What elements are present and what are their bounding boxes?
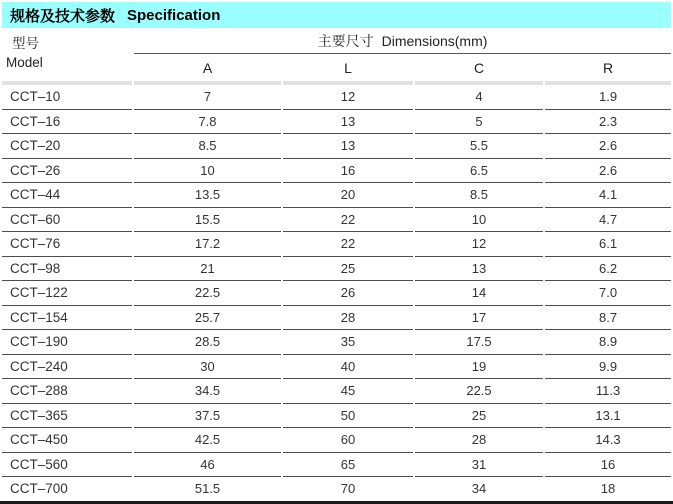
value-cell: 8.9 bbox=[545, 330, 671, 355]
value-cell: 70 bbox=[340, 481, 356, 497]
value-cell: 25 bbox=[283, 257, 413, 282]
table-row bbox=[2, 428, 671, 453]
column-header-l: L bbox=[344, 59, 352, 76]
model-cell: CCT–240 bbox=[2, 355, 132, 380]
value-cell: 20 bbox=[283, 183, 413, 208]
value-cell: 42.5 bbox=[134, 428, 281, 453]
model-cell: CCT–98 bbox=[2, 257, 132, 282]
value-cell: 40 bbox=[283, 355, 413, 380]
value-cell: 6.2 bbox=[545, 257, 671, 282]
value-cell: 28.5 bbox=[134, 330, 281, 355]
value-cell: 5 bbox=[415, 110, 543, 135]
model-cell: CCT–10 bbox=[2, 85, 132, 110]
value-cell: 6.1 bbox=[545, 232, 671, 257]
column-header-c: C bbox=[473, 59, 485, 76]
model-cell: CCT–190 bbox=[2, 330, 132, 355]
table-row bbox=[2, 232, 671, 257]
model-header-en: Model bbox=[6, 55, 43, 70]
table-row bbox=[2, 159, 671, 184]
value-cell: 1.9 bbox=[545, 85, 671, 110]
dimensions-group-header bbox=[134, 28, 671, 54]
model-cell: CCT–560 bbox=[2, 453, 132, 478]
table-row bbox=[2, 85, 671, 110]
column-header-a: A bbox=[202, 59, 213, 76]
value-cell: 18 bbox=[600, 481, 616, 497]
value-cell: 12 bbox=[415, 232, 543, 257]
value-cell: 17 bbox=[415, 306, 543, 331]
value-cell: 10 bbox=[415, 208, 543, 233]
value-cell: 9.9 bbox=[545, 355, 671, 380]
value-cell: 2.3 bbox=[545, 110, 671, 135]
value-cell: 15.5 bbox=[134, 208, 281, 233]
model-cell: CCT–365 bbox=[2, 404, 132, 429]
value-cell: 17.5 bbox=[415, 330, 543, 355]
value-cell: 14 bbox=[415, 281, 543, 306]
value-cell: 16 bbox=[283, 159, 413, 184]
table-row bbox=[2, 404, 671, 429]
model-cell: CCT–44 bbox=[2, 183, 132, 208]
table-row bbox=[2, 183, 671, 208]
value-cell: 7.8 bbox=[134, 110, 281, 135]
value-cell: 13.1 bbox=[545, 404, 671, 429]
model-cell: CCT–122 bbox=[2, 281, 132, 306]
value-cell: 22.5 bbox=[134, 281, 281, 306]
table-row bbox=[2, 281, 671, 306]
value-cell: 4.1 bbox=[545, 183, 671, 208]
model-cell: CCT–450 bbox=[2, 428, 132, 453]
value-cell: 50 bbox=[283, 404, 413, 429]
value-cell: 16 bbox=[545, 453, 671, 478]
table-row bbox=[2, 477, 671, 501]
table-row bbox=[2, 134, 671, 159]
specification-sheet bbox=[0, 2, 673, 497]
value-cell: 22 bbox=[283, 232, 413, 257]
table-body bbox=[2, 85, 671, 501]
table-row bbox=[2, 330, 671, 355]
value-cell: 31 bbox=[415, 453, 543, 478]
table-row bbox=[2, 379, 671, 404]
value-cell: 5.5 bbox=[415, 134, 543, 159]
table-bottom-rule bbox=[0, 501, 673, 504]
value-cell: 34 bbox=[471, 481, 487, 497]
value-cell: 35 bbox=[283, 330, 413, 355]
value-cell: 13 bbox=[283, 134, 413, 159]
value-cell: 25.7 bbox=[134, 306, 281, 331]
value-cell: 34.5 bbox=[134, 379, 281, 404]
value-cell: 8.5 bbox=[134, 134, 281, 159]
value-cell: 28 bbox=[415, 428, 543, 453]
dimensions-header-en: Dimensions(mm) bbox=[381, 32, 488, 49]
header-row-1 bbox=[2, 28, 671, 54]
value-cell: 30 bbox=[134, 355, 281, 380]
model-cell: CCT–76 bbox=[2, 232, 132, 257]
value-cell: 4.7 bbox=[545, 208, 671, 233]
model-cell: CCT–288 bbox=[2, 379, 132, 404]
value-cell: 17.2 bbox=[134, 232, 281, 257]
value-cell: 19 bbox=[415, 355, 543, 380]
value-cell: 26 bbox=[283, 281, 413, 306]
value-cell: 51.5 bbox=[194, 481, 221, 497]
table-row bbox=[2, 208, 671, 233]
table-row bbox=[2, 257, 671, 282]
value-cell: 25 bbox=[415, 404, 543, 429]
value-cell: 6.5 bbox=[415, 159, 543, 184]
value-cell: 8.7 bbox=[545, 306, 671, 331]
model-cell: CCT–700 bbox=[10, 481, 68, 497]
value-cell: 28 bbox=[283, 306, 413, 331]
value-cell: 13 bbox=[415, 257, 543, 282]
value-cell: 7 bbox=[134, 85, 281, 110]
model-cell: CCT–16 bbox=[2, 110, 132, 135]
table-row bbox=[2, 306, 671, 331]
model-header-zh: 型号 bbox=[12, 36, 39, 51]
spec-table bbox=[0, 28, 673, 501]
model-cell: CCT–60 bbox=[2, 208, 132, 233]
value-cell: 11.3 bbox=[545, 379, 671, 404]
value-cell: 4 bbox=[415, 85, 543, 110]
value-cell: 8.5 bbox=[415, 183, 543, 208]
dimensions-header-zh: 主要尺寸 bbox=[317, 32, 374, 49]
value-cell: 22 bbox=[283, 208, 413, 233]
value-cell: 7.0 bbox=[545, 281, 671, 306]
value-cell: 65 bbox=[283, 453, 413, 478]
table-row bbox=[2, 355, 671, 380]
title-en: Specification bbox=[127, 6, 221, 24]
value-cell: 60 bbox=[283, 428, 413, 453]
value-cell: 37.5 bbox=[134, 404, 281, 429]
model-cell: CCT–26 bbox=[2, 159, 132, 184]
title-zh: 规格及技术参数 bbox=[10, 7, 116, 25]
title-bar bbox=[2, 2, 671, 28]
value-cell: 13 bbox=[283, 110, 413, 135]
model-cell: CCT–20 bbox=[2, 134, 132, 159]
value-cell: 45 bbox=[283, 379, 413, 404]
value-cell: 2.6 bbox=[545, 159, 671, 184]
table-row bbox=[2, 453, 671, 478]
value-cell: 10 bbox=[134, 159, 281, 184]
value-cell: 14.3 bbox=[545, 428, 671, 453]
table-row bbox=[2, 110, 671, 135]
value-cell: 2.6 bbox=[545, 134, 671, 159]
model-column-header bbox=[2, 28, 132, 81]
model-cell: CCT–154 bbox=[2, 306, 132, 331]
column-header-r: R bbox=[602, 59, 614, 76]
value-cell: 13.5 bbox=[134, 183, 281, 208]
value-cell: 46 bbox=[134, 453, 281, 478]
value-cell: 12 bbox=[283, 85, 413, 110]
value-cell: 21 bbox=[134, 257, 281, 282]
value-cell: 22.5 bbox=[415, 379, 543, 404]
